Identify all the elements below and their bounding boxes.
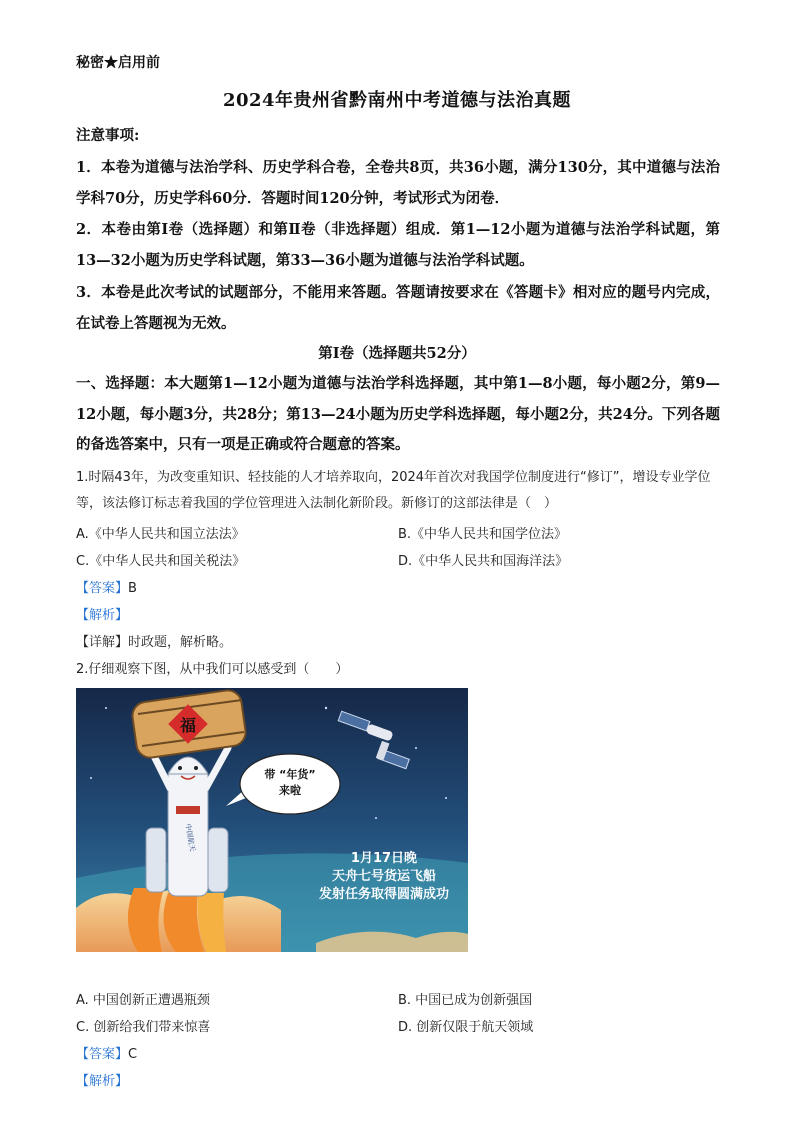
q1-analysis-label: 【解析】	[76, 608, 129, 623]
q2-answer-line	[76, 1043, 137, 1062]
q2-option-b: B. 中国已成为创新强国	[398, 993, 533, 1008]
q2-answer-value: C	[128, 1047, 138, 1062]
notice-item-2: 2．本卷由第Ⅰ卷（选择题）和第Ⅱ卷（非选择题）组成．第1—12小题为道德与法治学科试题，第13—32小题为历史学科试题，第33—36小题为道德与法治学科试题。	[76, 221, 720, 269]
confidential-mark: 秘密★启用前	[76, 55, 160, 71]
question-1-stem: 1.时隔43年，为改变重知识、轻技能的人才培养取向，2024年首次对我国学位制度进行“修订”，增设专业学位等，该法修订标志着我国的学位管理进入法制化新阶段。新修订的这部法律是（ ）	[76, 470, 711, 511]
fu-character: 福	[179, 716, 197, 735]
q1-option-d: D.《中华人民共和国海洋法》	[398, 554, 569, 569]
tianzhou-illustration	[76, 688, 468, 952]
q1-detail-text: 时政题，解析略。	[128, 635, 233, 650]
rocket-label: 中国航天	[183, 823, 197, 853]
q1-answer-value: B	[128, 581, 137, 596]
q1-answer-label: 【答案】	[76, 581, 129, 596]
caption-line-3: 发射任务取得圆满成功	[318, 887, 450, 902]
q1-option-b: B.《中华人民共和国学位法》	[398, 527, 568, 542]
rocket-flames	[128, 888, 226, 952]
q2-option-d: D. 创新仅限于航天领域	[398, 1020, 534, 1035]
notice-item-3: 3．本卷是此次考试的试题部分，不能用来答题。答题请按要求在《答题卡》相对应的题号内完成，在试卷上答题视为无效。	[76, 284, 720, 332]
q2-analysis-line	[76, 1070, 128, 1089]
q1-answer-line	[76, 577, 137, 596]
tianzhou-cartoon	[76, 688, 468, 952]
section-intro: 一、选择题：本大题第1—12小题为道德与法治学科选择题，其中第1—8小题，每小题2分，第9—12小题，每小题3分，共28分；第13—24小题为历史学科选择题，每小题2分，共24分。下列各题的备选答案中，只有一项是正确或符合题意的答案。	[76, 375, 720, 453]
page-title: 2024年贵州省黔南州中考道德与法治真题	[222, 90, 572, 111]
section-title: 第Ⅰ卷（选择题共52分）	[318, 345, 476, 362]
q1-option-c: C.《中华人民共和国关税法》	[76, 554, 246, 569]
bubble-line-2: 来啦	[279, 784, 301, 797]
q1-detail-label: 【详解】	[76, 635, 129, 650]
caption-line-2: 天舟七号货运飞船	[331, 869, 437, 884]
q2-option-c: C. 创新给我们带来惊喜	[76, 1020, 211, 1035]
question-2-stem: 2.仔细观察下图，从中我们可以感受到（ ）	[76, 662, 349, 677]
q1-analysis-line	[76, 604, 128, 623]
q1-option-a: A.《中华人民共和国立法法》	[76, 527, 245, 542]
notice-heading: 注意事项:	[76, 127, 140, 144]
caption-line-1: 1月17日晚	[350, 851, 418, 866]
q2-option-a: A. 中国创新正遭遇瓶颈	[76, 993, 210, 1008]
q1-detail-line	[76, 631, 232, 650]
q2-analysis-label: 【解析】	[76, 1074, 129, 1089]
q2-answer-label: 【答案】	[76, 1047, 129, 1062]
notice-item-1: 1．本卷为道德与法治学科、历史学科合卷，全卷共8页，共36小题，满分130分，其中道德与法治学科70分，历史学科60分．答题时间120分钟，考试形式为闭卷．	[76, 159, 720, 207]
bubble-line-1: 带 “年货”	[264, 768, 316, 781]
